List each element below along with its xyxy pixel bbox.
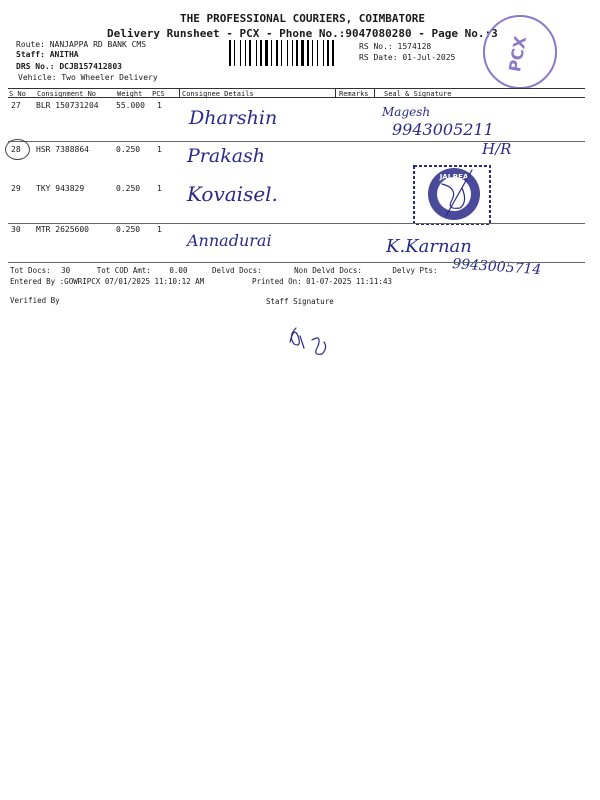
row-30-seal-hand: K.Karnan <box>386 236 472 257</box>
tot-cod-value: 0.00 <box>169 266 188 275</box>
row-30-consignee-signature <box>185 224 335 254</box>
barcode-bar <box>256 40 257 66</box>
row-28-pcs: 1 <box>157 145 162 154</box>
printed-on: Printed On: 01-07-2025 11:11:43 <box>252 277 392 286</box>
barcode-bar <box>281 40 282 66</box>
barcode-bar <box>234 40 235 66</box>
row-28-consignee-signature <box>185 138 335 172</box>
row-27-sno: 27 <box>11 101 21 110</box>
vehicle-text: Vehicle: Two Wheeler Delivery <box>18 73 158 82</box>
barcode-bar <box>283 40 286 66</box>
rs-date: RS Date: 01-Jul-2025 <box>359 53 456 62</box>
barcode-bar <box>332 40 334 66</box>
barcode-bar <box>325 40 326 66</box>
col-weight: Weight <box>117 90 143 98</box>
barcode-bar <box>296 40 298 66</box>
barcode-bar <box>294 40 295 66</box>
company-round-stamp <box>412 158 492 230</box>
row-28-sno: 28 <box>11 145 21 154</box>
barcode-bar <box>232 40 233 66</box>
barcode-bar <box>242 40 244 66</box>
barcode-bar <box>299 40 300 66</box>
row-28-consignee-hand: Prakash <box>187 145 266 167</box>
barcode-bar <box>263 40 264 66</box>
barcode-bar <box>287 40 288 66</box>
row-30-consignment: MTR 2625600 <box>36 225 89 234</box>
barcode-bar <box>307 40 309 66</box>
staff-signature-mark <box>282 322 342 358</box>
row-rule <box>8 262 585 263</box>
runsheet-title: Delivery Runsheet - PCX - Phone No.:9047080280 - Page No.:3 <box>107 27 498 40</box>
row-30-seal-phone: 9943005714 <box>451 256 542 279</box>
row-29-consignee-signature <box>185 176 335 210</box>
barcode-bar <box>271 40 272 66</box>
row-27-seal-phone: 9943005211 <box>392 120 494 139</box>
row-28-weight: 0.250 <box>116 145 141 154</box>
barcode-bar <box>310 40 311 66</box>
col-sno: S No <box>9 90 26 98</box>
row-28-seal-hand: H/R <box>482 140 512 158</box>
entered-by: Entered By :GOWRIPCX 07/01/2025 11:10:12 AM <box>10 277 205 286</box>
barcode-bar <box>305 40 306 66</box>
barcode-bar <box>229 40 231 66</box>
col-remarks: Remarks <box>339 90 369 98</box>
barcode-bar <box>276 40 278 66</box>
row-29-consignment: TKY 943829 <box>36 184 85 193</box>
row-27-pcs: 1 <box>157 101 162 110</box>
drs-row <box>16 62 122 71</box>
barcode-bar <box>301 40 304 66</box>
tot-docs-value: 30 <box>61 266 71 275</box>
barcode-bar <box>249 40 251 66</box>
staff-text: Staff: ANITHA <box>16 50 79 59</box>
row-27-consignee-signature <box>185 98 335 138</box>
table-top-rule <box>8 88 585 89</box>
row-30-sno: 30 <box>11 225 21 234</box>
col-consignee: Consignee Details <box>182 90 254 98</box>
barcode-bar <box>265 40 268 66</box>
staff-signature-label: Staff Signature <box>266 297 334 306</box>
barcode-bar <box>273 40 275 66</box>
row-30-pcs: 1 <box>157 225 162 234</box>
barcode-bar <box>292 40 293 66</box>
round-stamp-graphic <box>412 158 492 230</box>
col-divider <box>374 88 375 97</box>
barcode-bar <box>252 40 255 66</box>
row-29-pcs: 1 <box>157 184 162 193</box>
rs-number: RS No.: 1574128 <box>359 42 432 51</box>
row-30-consignee-hand: Annadurai <box>187 231 272 250</box>
row-29-consignee-hand: Kovaisel. <box>187 182 278 206</box>
non-delvd-docs-label: Non Delvd Docs: <box>294 266 362 275</box>
company-title: THE PROFESSIONAL COURIERS, COIMBATORE <box>180 12 426 25</box>
pcx-stamp-label: PCX <box>505 34 531 74</box>
row-29-weight: 0.250 <box>116 184 141 193</box>
barcode-bar <box>330 40 331 66</box>
barcode-image <box>229 40 351 66</box>
barcode-bar <box>319 40 322 66</box>
barcode-bar <box>247 40 248 66</box>
barcode-bar <box>269 40 270 66</box>
totals-row <box>10 266 438 275</box>
col-pcs: PCS <box>152 90 165 98</box>
verified-by-label: Verified By <box>10 296 60 305</box>
barcode-bar <box>323 40 324 66</box>
drs-number: DCJB157412803 <box>59 62 122 71</box>
round-stamp-label: JAI BEA <box>439 173 469 181</box>
barcode-bar <box>258 40 259 66</box>
barcode-bar <box>260 40 262 66</box>
route-text: Route: NANJAPPA RD BANK CMS <box>16 40 147 49</box>
pcx-stamp-text <box>483 15 553 85</box>
row-30-weight: 0.250 <box>116 225 141 234</box>
barcode-bar <box>245 40 246 66</box>
drs-label: DRS No.: <box>16 62 55 71</box>
tot-docs-label: Tot Docs: <box>10 266 51 275</box>
barcode-bar <box>317 40 318 66</box>
col-consignment: Consignment No <box>37 90 97 98</box>
barcode-bar <box>327 40 329 66</box>
row-27-consignment: BLR 150731204 <box>36 101 99 110</box>
delvy-pts-label: Delvy Pts: <box>392 266 438 275</box>
delvd-docs-label: Delvd Docs: <box>211 266 262 275</box>
barcode-bar <box>289 40 291 66</box>
barcode-bar <box>335 40 336 66</box>
row-29-sno: 29 <box>11 184 21 193</box>
barcode-bar <box>236 40 239 66</box>
col-seal: Seal & Signature <box>384 90 452 98</box>
row-27-weight: 55.000 <box>116 101 145 110</box>
row-27-consignee-hand: Dharshin <box>189 107 278 129</box>
col-divider <box>335 88 336 97</box>
barcode-bar <box>240 40 241 66</box>
barcode-bar <box>312 40 313 66</box>
barcode-bar <box>314 40 316 66</box>
tot-cod-label: Tot COD Amt: <box>96 266 151 275</box>
row-27-seal-hand: Magesh <box>382 105 431 119</box>
row-28-consignment: HSR 7388864 <box>36 145 89 154</box>
barcode-bar <box>279 40 280 66</box>
col-divider <box>179 88 180 97</box>
